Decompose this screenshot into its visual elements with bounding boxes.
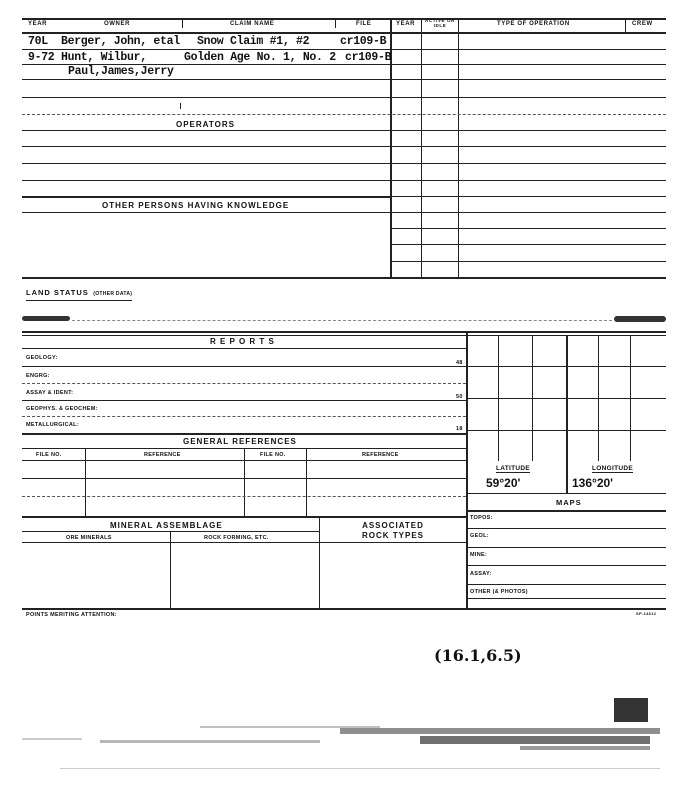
report-metallurgical: METALLURGICAL: [26,422,79,428]
col-ore-minerals: ORE MINERALS [66,535,112,541]
owner-row-1-file: cr109-B [340,35,387,48]
general-references-heading: GENERAL REFERENCES [183,437,297,446]
associated-rock-types-heading: ASSOCIATED ROCK TYPES [361,521,424,540]
map-assay: ASSAY: [470,571,492,577]
scan-black-block [614,698,648,722]
latitude-value: 59°20' [486,476,521,490]
scan-smudge-left [22,316,70,321]
gen-ref-col-ref-2: REFERENCE [362,452,399,458]
map-mine: MINE: [470,552,488,558]
latitude-label: LATITUDE [496,465,531,472]
map-geol: GEOL: [470,533,489,539]
handwritten-coordinates: (16.1,6.5) [434,646,522,665]
col-owner: OWNER [104,21,130,27]
report-assay-num: 50 [456,394,463,400]
map-other-photos: OTHER (& PHOTOS) [470,589,528,595]
report-geology: GEOLOGY: [26,355,58,361]
report-assay: ASSAY & IDENT: [26,390,74,396]
other-persons-heading: OTHER PERSONS HAVING KNOWLEDGE [102,201,290,210]
gen-ref-col-ref-1: REFERENCE [144,452,181,458]
land-status-sublabel: (OTHER DATA) [93,291,133,297]
longitude-label: LONGITUDE [592,465,633,472]
header-top-rule [22,18,666,20]
owner-row-1-year: 70L [28,35,48,48]
col-year: YEAR [28,21,48,27]
col-file: FILE [356,21,372,27]
land-status-label: LAND STATUS [26,288,89,297]
mineral-assemblage-heading: MINERAL ASSEMBLAGE [110,521,223,530]
report-engrg: ENGRG: [26,373,50,379]
land-status-heading [26,282,132,301]
form-id: SP-14612 [636,611,657,616]
col-crew: CREW [632,21,653,27]
owner-row-2-owner: Hunt, Wilbur, [61,51,147,64]
owner-row-2-claim: Golden Age No. 1, No. 2 [184,51,336,64]
owner-row-3-owner: Paul,James,Jerry [68,65,174,78]
owner-row-2-year: 9-72 [28,51,55,64]
col-type-of-operation: TYPE OF OPERATION [497,21,570,27]
reports-heading: R E P O R T S [210,337,275,346]
owner-row-1-claim: Snow Claim #1, #2 [197,35,310,48]
scan-smudge-right [614,316,666,322]
col-active-idle: ACTIVE OR IDLE [425,18,455,28]
owner-row-1-owner: Berger, John, etal [61,35,180,48]
map-topos: TOPOS: [470,515,493,521]
report-geophys: GEOPHYS. & GEOCHEM: [26,406,98,412]
maps-heading: MAPS [556,498,582,507]
owner-row-2-file: cr109-B [345,51,392,64]
col-claim-name: CLAIM NAME [230,21,275,27]
operators-heading: OPERATORS [176,120,235,129]
gen-ref-col-file-1: FILE NO. [36,452,62,458]
header-bottom-rule [22,32,666,34]
report-geology-num: 48 [456,360,463,366]
col-year-2: YEAR [396,21,416,27]
longitude-value: 136°20' [572,476,614,490]
col-rock-forming: ROCK FORMING, ETC. [204,535,269,541]
points-meriting-attention: POINTS MERITING ATTENTION: [26,612,117,618]
gen-ref-col-file-2: FILE NO. [260,452,286,458]
report-metallurgical-num: 18 [456,426,463,432]
